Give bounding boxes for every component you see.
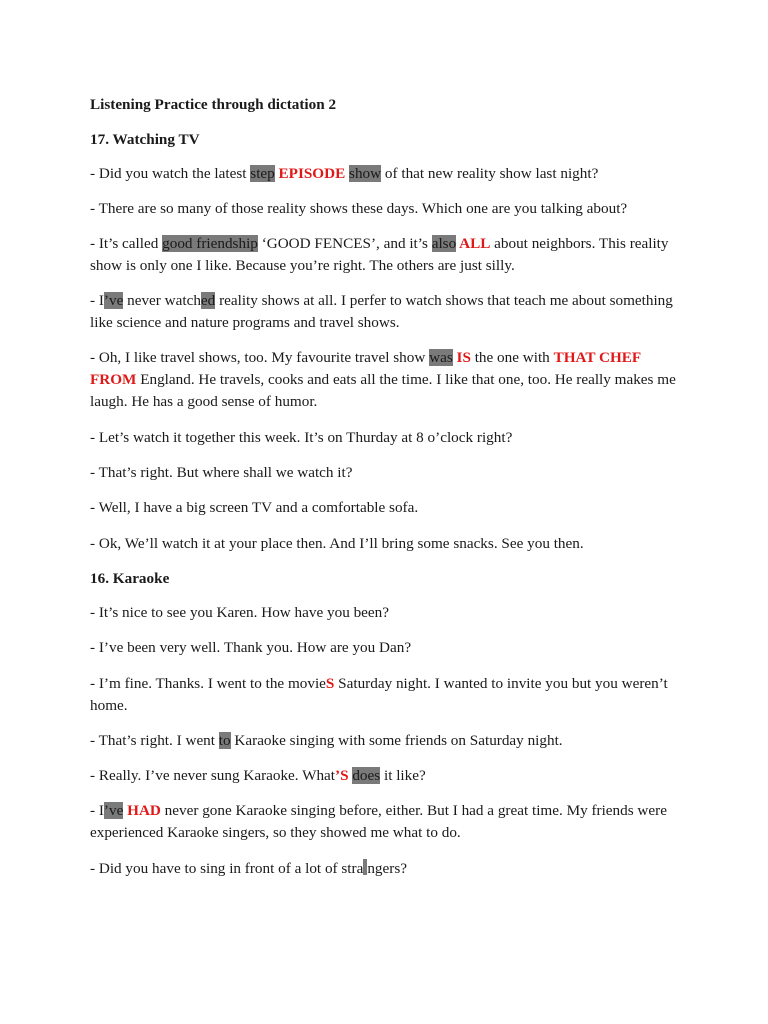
highlighted-word: to	[218, 732, 231, 749]
highlighted-word: ed	[200, 292, 216, 309]
dialogue-line: - It’s nice to see you Karen. How have you been?	[90, 604, 390, 621]
dialogue-line: - That’s right. I went to Karaoke singing with some friends on Saturday night.	[90, 732, 563, 749]
dialogue-line: - Ok, We’ll watch it at your place then. And I’ll bring some snacks. See you then.	[90, 535, 584, 552]
correction: EPISODE	[274, 165, 350, 182]
highlighted-word: ’ve	[103, 802, 124, 819]
section-heading-watching-tv: 17. Watching TV	[90, 131, 200, 148]
correction: IS	[452, 349, 471, 366]
highlighted-word: show	[349, 165, 382, 182]
dialogue-line: - I’ve been very well. Thank you. How are you Dan?	[90, 639, 412, 656]
dialogue-line: - Did you have to sing in front of a lot of stra ngers?	[90, 860, 407, 877]
highlighted-word: does	[352, 767, 381, 784]
dialogue-line: - Oh, I like travel shows, too. My favourite travel show was IS the one with THAT CHEF FROM England. He travels, cooks and eats all the time. I like that one, too. He really makes me laugh. He has a good sense of humor.	[90, 349, 676, 410]
dialogue-line: - There are so many of those reality shows these days. Which one are you talking about?	[90, 200, 628, 217]
correction: ALL	[456, 235, 491, 252]
highlighted-word: was	[429, 349, 453, 366]
document-title: Listening Practice through dictation 2	[90, 96, 337, 113]
dialogue-line: - I’m fine. Thanks. I went to the movieS Saturday night. I wanted to invite you but you weren’t home.	[90, 675, 668, 714]
dialogue-line: - I’ve never watched reality shows at all. I perfer to watch shows that teach me about something like science and nature programs and travel shows.	[90, 292, 673, 331]
dialogue-line: - That’s right. But where shall we watch it?	[90, 464, 353, 481]
dialogue-line: - Did you watch the latest step EPISODE show of that new reality show last night?	[90, 165, 599, 182]
section-heading-karaoke: 16. Karaoke	[90, 570, 170, 587]
correction: S	[325, 675, 335, 692]
dialogue-line: - Well, I have a big screen TV and a comfortable sofa.	[90, 499, 419, 516]
highlighted-word: step	[250, 165, 275, 182]
correction: ’S	[335, 767, 349, 784]
highlighted-word: good friendship	[162, 235, 258, 252]
dialogue-line: - I’ve HAD never gone Karaoke singing before, either. But I had a great time. My friends were experienced Karaoke singers, so they showed me what to do.	[90, 802, 667, 841]
dialogue-line: - Really. I’ve never sung Karaoke. What’S does it like?	[90, 767, 426, 784]
correction: HAD	[123, 802, 161, 819]
highlighted-word: also	[431, 235, 457, 252]
dialogue-line: - It’s called good friendship ‘GOOD FENCES’, and it’s also ALL about neighbors. This reality show is only one I like. Because you’re right. The others are just silly.	[90, 235, 669, 274]
dialogue-line: - Let’s watch it together this week. It’s on Thurday at 8 o’clock right?	[90, 429, 513, 446]
correction: THAT CHEF FROM	[90, 349, 641, 388]
highlighted-word: ’ve	[103, 292, 124, 309]
